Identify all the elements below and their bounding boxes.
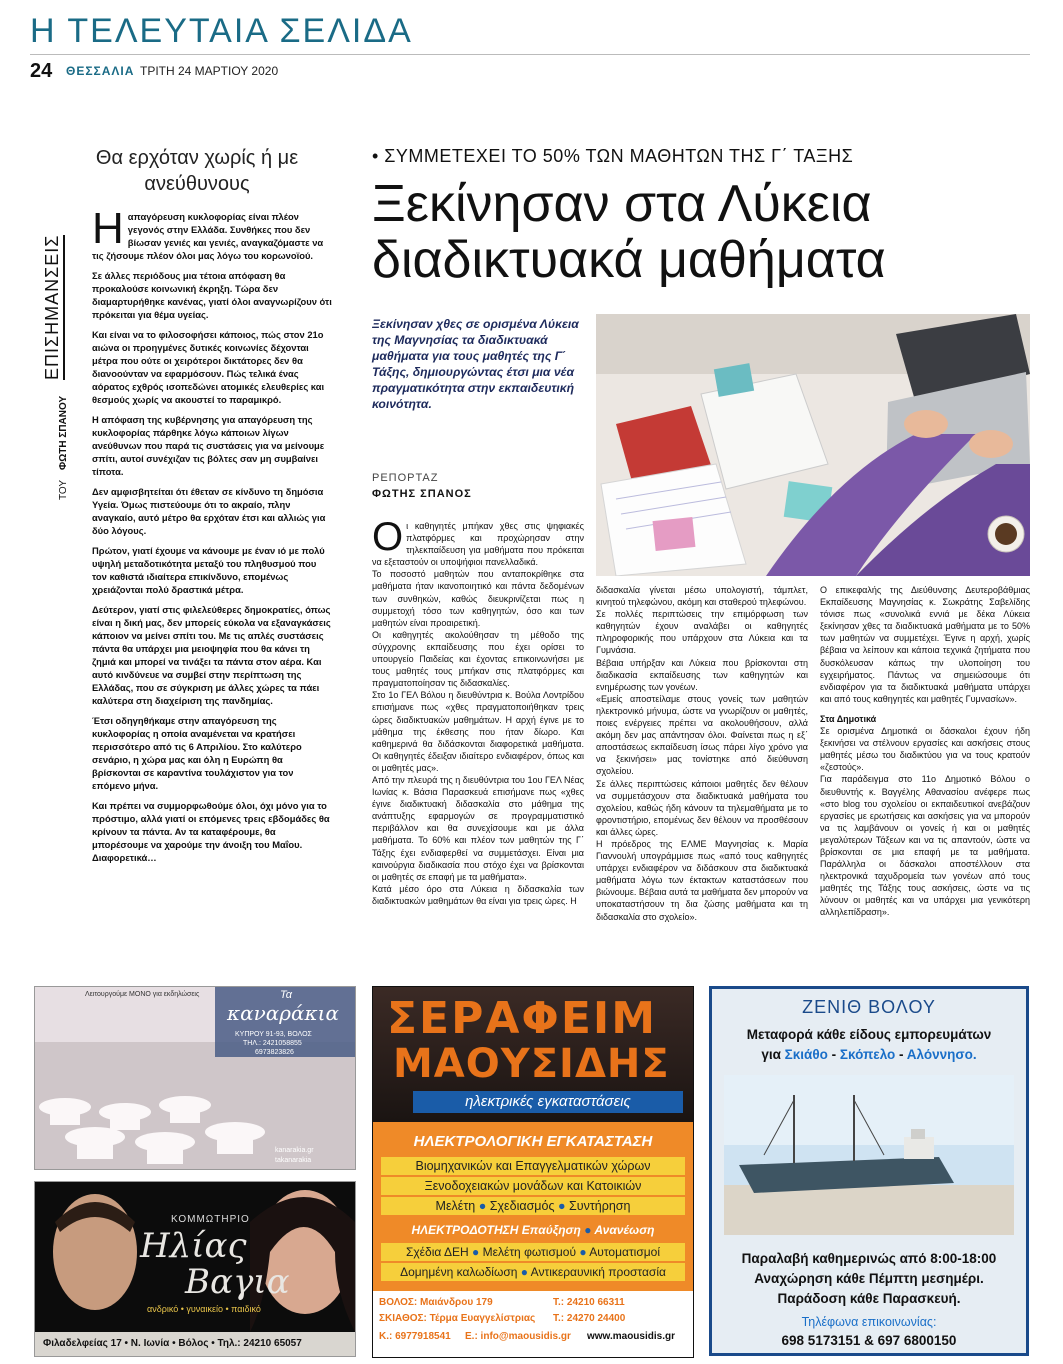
- page-number: 24: [30, 60, 53, 82]
- zenith-ship-photo: [724, 1075, 1014, 1235]
- serafeim-line5b: Αντικεραυνική προστασία: [530, 1265, 666, 1279]
- kanarakia-social2: takanarakia: [275, 1157, 312, 1164]
- serafeim-c3w: www.maousidis.gr: [587, 1331, 675, 1342]
- section-title: Η ΤΕΛΕΥΤΑΙΑ ΣΕΛΙΔΑ: [30, 12, 413, 50]
- paper-name: ΘΕΣΣΑΛΙΑ: [66, 64, 135, 78]
- article-paragraph: Για παράδειγμα στο 11ο Δημοτικό Βόλου ο διευθυντής κ. Βαγγέλης Αθανασίου ανέφερε πως «στο blog του σχολείου οι εκπαιδευτικοί ανεβάζουν εργασίες με ερωτήσεις και ασκήσεις για να μπορούν να τις λαμβάνουν οι γονείς ή και οι μαθητές μεγαλύτερων Τάξεων και να τις απαντούν, ώστε να βρίσκονται σε μια επαφή με τα μαθήματα. Παράλληλα οι δάσκαλοι αποστέλλουν στα ηλεκτρονικά ταχυδρομεία των γονέων από τους μαθητές της Τάξης τους ασκήσεις, ώστε να τις λύνουν οι μαθητές και να υπάρχει μια γενικότερη αλληλεπίδραση».: [820, 774, 1030, 918]
- serafeim-c3e: E.: info@maousidis.gr: [465, 1331, 571, 1342]
- salon-address: Φιλαδελφείας 17 • Ν. Ιωνία • Βόλος • Τηλ.: 24210 65057: [43, 1338, 302, 1349]
- article-kicker: • ΣΥΜΜΕΤΕΧΕΙ ΤΟ 50% ΤΩΝ ΜΑΘΗΤΩΝ ΤΗΣ Γ΄ ΤΑΞΗΣ: [372, 146, 854, 166]
- article-column-2: [596, 584, 808, 923]
- article-paragraph: ι καθηγητές μπήκαν χθες στις ψηφιακές πλατφόρμες και προχώρησαν στην τηλεκπαίδευση για μαθήματα που πρόκειται να εξεταστούν οι υποψήφιοι πανελλαδικά.: [372, 521, 584, 568]
- opinion-paragraph: απαγόρευση κυκλοφορίας είναι πλέον γεγονός στην Ελλάδα. Συνθήκες που δεν βίωσαν γενιές και γενιές, αναγκαζόμαστε να τις ζήσουμε πλέον όλοι μας λόγω του κορωνοϊού.: [92, 211, 324, 261]
- article-paragraph: Ο επικεφαλής της Διεύθυνσης Δευτεροβάθμιας Εκπαίδευσης Μαγνησίας κ. Σωκράτης Σαβελίδης τόνισε πως «συνολικά εννιά με δέκα Λύκεια ξεκίνησαν χθες τα διαδικτυακά μαθήματα με το 50% των μαθητών να συμμετέχει. Έγινε η αρχή, χωρίς βέβαια να λείπουν και κάποια τεχνικά ζητήματα που δυσκόλευσαν κάπως την υλοποίηση του εγχειρήματος. Πάντως να σημειώσουμε ότι ενδιαφέρον για τα διαδικτυακά μαθήματα υπάρχει και από τους καθηγητές και μαθητές Γυμνασίων».: [820, 585, 1030, 704]
- kanarakia-phone1: ΤΗΛ.: 2421058855: [243, 1040, 302, 1047]
- zenith-line3: Παραλαβή καθημερινώς από 8:00-18:00: [741, 1251, 997, 1266]
- zenith-title: ΖΕΝΙΘ ΒΟΛΟΥ: [802, 997, 936, 1017]
- opinion-paragraph: Και πρέπει να συμμορφωθούμε όλοι, όχι μόνο για το πρόστιμο, αλλά γιατί οι επόμενες τρεις εβδομάδες θα κρίνουν τα πάντα. Αν τα καταφέρουμε, θα μπορέσουμε να χαρούμε την άνοιξη του Μαΐου. Διαφορετικά…: [92, 800, 330, 863]
- article-headline: [372, 176, 1032, 288]
- ad-kanarakia[interactable]: [34, 986, 356, 1170]
- serafeim-c1t: T.: 24210 66311: [553, 1297, 625, 1308]
- zenith-line4: Αναχώρηση κάθε Πέμπτη μεσημέρι.: [754, 1271, 984, 1286]
- kanarakia-address: ΚΥΠΡΟΥ 91-93, ΒΟΛΟΣ: [235, 1031, 312, 1038]
- salon-name-2: Βαγια: [185, 1262, 290, 1302]
- serafeim-heading2a: ΗΛΕΚΤΡΟΔΟΤΗΣΗ Επαύξηση: [411, 1223, 581, 1237]
- article-paragraph: Η πρόεδρος της ΕΛΜΕ Μαγνησίας κ. Μαρία Γιαννουλή υπογράμμισε πως «από τους καθηγητές υπάρχει ενδιαφέρον να διδάσκουν στα διαδικτυακά μαθήματα λόγω των έκτακτων καταστάσεων που βιώνουμε. Βέβαια αυτά τα μαθήματα δεν μπορούν να υποκαταστήσουν τη δια ζώσης μαθήματα και τη διδασκαλία στο σχολείο».: [596, 838, 808, 922]
- zenith-line2d: Αλόννησο.: [906, 1047, 977, 1062]
- opinion-paragraph: Έτσι οδηγηθήκαμε στην απαγόρευση της κυκλοφορίας η οποία αναμένεται να κρατήσει περισσότερο από τις 6 Απριλίου. Στο καλύτερο σενάριο, η χώρα μας και όλη η Ευρώπη θα βρίσκονται σε καραντίνα τουλάχιστον για τον επόμενο μήνα.: [92, 715, 302, 791]
- zenith-line1: Μεταφορά κάθε είδους εμπορευμάτων: [746, 1027, 992, 1042]
- opinion-author: ΦΩΤΗ ΣΠΑΝΟΥ: [58, 395, 69, 470]
- article-paragraph: Βέβαια υπήρξαν και Λύκεια που βρίσκονται στη διαδικασία εκπαίδευσης των καθηγητών και ενημέρωσης των γονέων.: [596, 657, 808, 692]
- serafeim-line4b: Μελέτη φωτισμού: [482, 1245, 577, 1259]
- serafeim-line5a: Δομημένη καλωδίωση: [400, 1265, 518, 1279]
- serafeim-c1: ΒΟΛΟΣ: Μαιάνδρου 179: [379, 1297, 493, 1308]
- article-lead: Ξεκίνησαν χθες σε ορισμένα Λύκεια της Μαγνησίας τα διαδικτυακά μαθήματα για τους μαθητές της Γ΄ Τάξης, δημιουργώντας έτσι μια νέα πραγματικότητα στην εκπαιδευτική κοινότητα.: [372, 317, 579, 411]
- article-paragraph: «Εμείς αποστείλαμε στους γονείς των μαθητών ηλεκτρονικό μήνυμα, ώστε να γνωρίζουν οι μαθητές, ποιες ενέργειες πρέπει να ακολουθήσουν, αλλά ακόμη δεν μας απάντησαν όλοι. Φαίνεται πως η εξ΄ αποστάσεως εκπαίδευση ίσως πάρει λίγο χρόνο για να ξεκινήσει» μας τονίστηκε από διεύθυνση σχολείου.: [596, 693, 808, 777]
- serafeim-line3a: Μελέτη: [435, 1199, 476, 1213]
- headline-line-2: διαδικτυακά μαθήματα: [372, 231, 886, 289]
- salon-name-1: Ηλίας: [140, 1226, 247, 1266]
- article-paragraph: Στο 1ο ΓΕΛ Βόλου η διευθύντρια κ. Βούλα Λοντρίδου επισήμανε πως «χθες πραγματοποιήθηκαν τρεις ώρες διαδικτυακών μαθημάτων. Η αρχή έγινε με το μάθημα της έκθεσης που ήταν δίωρο. Και καθημερινά θα διδάσκονται διαφορετικά μαθήματα. Οι καθηγητές έδειξαν ιδιαίτερο ενδιαφέρον, όπως και οι μαθητές μας».: [372, 690, 584, 773]
- ad-salon[interactable]: [34, 1181, 356, 1357]
- article-subhead: Στα Δημοτικά: [820, 713, 877, 724]
- serafeim-line4a: Σχέδια ΔΕΗ: [405, 1245, 469, 1259]
- zenith-line2c: Σκόπελο: [839, 1047, 896, 1062]
- serafeim-heading2b: Ανανέωση: [594, 1223, 655, 1237]
- opinion-body: [92, 204, 332, 871]
- kanarakia-social1: kanarakia.gr: [275, 1147, 314, 1154]
- kanarakia-brand: καναράκια: [227, 1001, 340, 1025]
- article-paragraph: Σε πολλές περιπτώσεις την επιμόρφωση των καθηγητών έχουν αναλάβει οι καθηγητές πληροφορικής που υπάρχουν στα Λύκεια και τα Γυμνάσια.: [596, 609, 808, 656]
- zenith-line2a: για: [761, 1047, 781, 1062]
- serafeim-heading2: ΗΛΕΚΤΡΟΔΟΤΗΣΗ Επαύξηση ● Ανανέωση: [411, 1223, 655, 1237]
- opinion-paragraph: Δεύτερον, γιατί στις φιλελεύθερες δημοκρατίες, όπως είναι η δική μας, δεν μπορείς εύκολα να εξαναγκάσεις κάποιον να μείνει σπίτι του. Με τις απλές συστάσεις πάντα θα υπάρχει μια μειοψηφία που θα κάνει τη ζημιά και μπορεί να τινάξει τα πάντα στον αέρα. Και αυτό κινδύνευε να συμβεί στην περίπτωση της Ελλάδας, που σε σύγκριση με άλλες χώρες τα πάει καλύτερα στη διαχείριση της πανδημίας.: [92, 604, 331, 706]
- zenith-line2b: Σκιάθο: [784, 1047, 828, 1062]
- serafeim-line4c: Αυτοματισμοί: [589, 1245, 661, 1259]
- kanarakia-line1: Λειτουργούμε ΜΟΝΟ για εκδηλώσεις: [85, 991, 200, 998]
- article-column-1: [372, 515, 584, 907]
- serafeim-heading: ΗΛΕΚΤΡΟΛΟΓΙΚΗ ΕΓΚΑΤΑΣΤΑΣΗ: [413, 1133, 653, 1150]
- opinion-paragraph: Σε άλλες περιόδους μια τέτοια απόφαση θα προκαλούσε κοινωνική έκρηξη. Τώρα δεν διαμαρτυρήθηκε κανένας, γιατί όλοι αναγνωρίζουν ότι πρόκειται για θέμα υγείας.: [92, 270, 332, 320]
- ad-serafeim[interactable]: [372, 986, 694, 1358]
- salon-sub: ανδρικό • γυναικείο • παιδικό: [147, 1304, 261, 1314]
- header-rule: [30, 54, 1030, 55]
- opinion-section: ΕΠΙΣΗΜΑΝΣΕΙΣ: [42, 235, 65, 380]
- article-paragraph: Κατά μέσο όρο στα Λύκεια η διδασκαλία των διαδικτυακών μαθημάτων θα είναι για τρεις ώρες. Η: [372, 883, 584, 906]
- salon-small: ΚΟΜΜΩΤΗΡΙΟ: [171, 1214, 250, 1225]
- zenith-line5: Παράδοση κάθε Παρασκευή.: [777, 1291, 961, 1306]
- opinion-dropcap: Η: [92, 204, 124, 253]
- article-paragraph: Σε άλλες περιπτώσεις κάποιοι μαθητές δεν θέλουν να συμμετάσχουν στα διαδικτυακά μαθήματα του σχολείου, καθώς ήδη κάνουν τα τηλεμαθήματα με το φροντιστήριο, επομένως δεν θέλουν να προσθέσουν και άλλες ώρες.: [596, 778, 808, 837]
- serafeim-c3: Κ.: 6977918541: [379, 1331, 451, 1342]
- zenith-line2: για Σκιάθο - Σκόπελο - Αλόννησο.: [761, 1047, 977, 1062]
- serafeim-line2: Ξενοδοχειακών μονάδων και Κατοικιών: [381, 1177, 685, 1195]
- serafeim-line3: Μελέτη ● Σχεδιασμός ● Συντήρηση: [381, 1197, 685, 1215]
- article-paragraph: Από την πλευρά της η διευθύντρια του 1ου ΓΕΛ Νέας Ιωνίας κ. Βάσια Παρασκευά επισήμανε πως «χθες έγινε διαδικτυακή διδασκαλία στο μάθημα της ανάπτυξης εφαρμογών σε προγραμματιστικό περιβάλλον και θα συνεχίσουμε και με άλλα μαθήματα. Το 60% και πλέον των μαθητών της Γ΄ Τάξης έχει ενδιαφερθεί να συμμετάσχει. Είναι μια καινούργια διαδικασία που στόχο έχει να βρίσκονται οι μαθητές σε επαφή με τα μαθήματα».: [372, 774, 584, 882]
- article-paragraph: Σε ορισμένα Δημοτικά οι δάσκαλοι έχουν ήδη ξεκινήσει να στέλνουν εργασίες και ασκήσεις στους μαθητές μέσω του διαδικτύου για να τους κρατούν «ζεστούς».: [820, 726, 1030, 773]
- kanarakia-brand-small: Τα: [280, 989, 292, 1001]
- ad-zenith[interactable]: [709, 986, 1029, 1356]
- article-dropcap: Ο: [372, 515, 404, 559]
- article-column-3: [820, 584, 1030, 919]
- reportage-label: ΡΕΠΟΡΤΑΖ: [372, 472, 439, 484]
- article-photo: [596, 314, 1030, 576]
- serafeim-tagline: ηλεκτρικές εγκαταστάσεις: [413, 1091, 683, 1113]
- article-paragraph: Οι καθηγητές ακολούθησαν τη μέθοδο της σύγχρονης εκπαίδευσης που έχει ορίσει το υπουργείο Παιδείας και έχοντας επικοινωνήσει με τους μαθητές τους μπήκαν στις πλατφόρμες και πραγματοποίησαν τις διδασκαλίες.: [372, 629, 584, 689]
- opinion-author-prefix: ΤΟΥ: [58, 479, 69, 500]
- serafeim-line3c: Συντήρηση: [569, 1199, 631, 1213]
- serafeim-line1: Βιομηχανικών και Επαγγελματικών χώρων: [381, 1157, 685, 1175]
- serafeim-line4: Σχέδια ΔΕΗ ● Μελέτη φωτισμού ● Αυτοματισμοί: [381, 1243, 685, 1261]
- serafeim-line3b: Σχεδιασμός: [489, 1199, 555, 1213]
- serafeim-c2t: T.: 24270 24400: [553, 1313, 626, 1324]
- zenith-phones: 698 5173151 & 697 6800150: [781, 1333, 957, 1348]
- opinion-paragraph: Και είναι να το φιλοσοφήσει κάποιος, πώς στον 21ο αιώνα οι προηγμένες δυτικές κοινωνίες δέχονται μέτρα που ούτε οι χειρότεροι δικτάτορες δεν θα διανοούνταν να εφαρμόσουν. Πώς τελικά ένας αόρατος εχθρός ισοπεδώνει ατομικές ελευθερίες και θεσμούς χωρίς να ακουστεί το παραμικρό.: [92, 329, 325, 405]
- zenith-phones-label: Τηλέφωνα επικοινωνίας:: [801, 1315, 937, 1329]
- opinion-paragraph: Πρώτον, γιατί έχουμε να κάνουμε με έναν ιό με πολύ υψηλή μεταδοτικότητα μεταξύ του πληθυσμού που τον καθιστά ιδιαίτερα επικίνδυνο, επομένως χρειάζονται πολύ δραστικά μέτρα.: [92, 545, 325, 595]
- issue-date: ΤΡΙΤΗ 24 ΜΑΡΤΙΟΥ 2020: [140, 64, 279, 78]
- headline-line-1: Ξεκίνησαν στα Λύκεια: [372, 175, 872, 233]
- article-paragraph: διδασκαλία γίνεται μέσω υπολογιστή, τάμπλετ, κινητού τηλεφώνου, ακόμη και σταθερού τηλεφώνου.: [596, 585, 808, 608]
- serafeim-line5: Δομημένη καλωδίωση ● Αντικεραυνική προστασία: [381, 1263, 685, 1281]
- opinion-paragraph: Η απόφαση της κυβέρνησης για απαγόρευση της κυκλοφορίας πάρθηκε λόγω κάποιων λίγων ανεύθυνων που παρά τις συστάσεις για να μείνουμε σπίτι, αυτοί συνέχιζαν τις βόλτες σαν μη συμβαίνει τίποτα.: [92, 414, 325, 477]
- serafeim-brand-1: ΣΕΡΑΦΕΙΜ: [387, 993, 658, 1044]
- serafeim-c2: ΣΚΙΑΘΟΣ: Τέρμα Ευαγγελίστριας: [379, 1313, 536, 1324]
- opinion-paragraph: Δεν αμφισβητείται ότι έθεταν σε κίνδυνο τη δημόσια Υγεία. Όμως πιστεύουμε ότι το ακραίο, πλην αναγκαίο, αυτό μέτρο θα ερχόταν έτσι και αλλιώς για δύο λόγους.: [92, 486, 326, 536]
- article-paragraph: Το ποσοστό μαθητών που ανταποκρίθηκε στα μαθήματα ήταν ικανοποιητικό και πάντα δεδομένων των συνθηκών, καθώς διευκρινίζεται πως η συμμετοχή τόσο των καθηγητών, όσο και των μαθητών είναι προαιρετική.: [372, 569, 584, 628]
- serafeim-brand-2: ΜΑΟΥΣΙΔΗΣ: [393, 1041, 670, 1087]
- reporter-name: ΦΩΤΗΣ ΣΠΑΝΟΣ: [372, 488, 472, 500]
- kanarakia-phone2: 6973823826: [255, 1049, 294, 1056]
- opinion-vertical-label: [40, 210, 80, 500]
- opinion-title: Θα ερχόταν χωρίς ή με ανεύθυνους: [95, 147, 299, 195]
